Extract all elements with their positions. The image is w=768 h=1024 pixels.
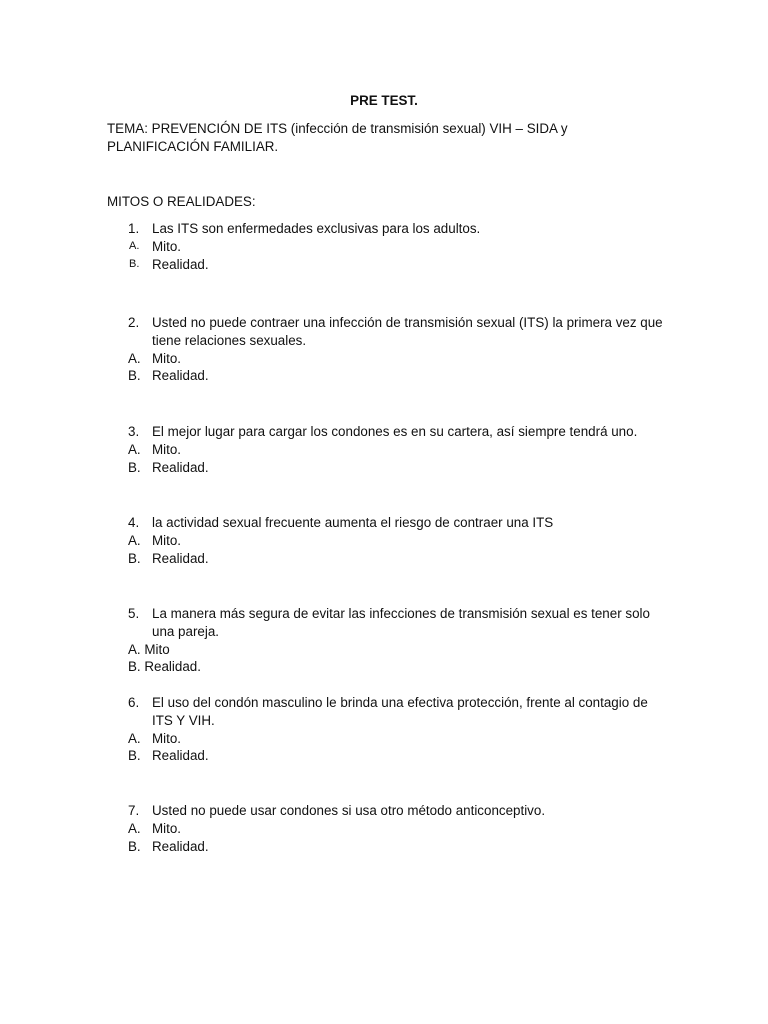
page-title: PRE TEST. [350, 93, 418, 108]
answer-option: B. Realidad. [129, 256, 209, 272]
option-marker: B. [128, 748, 141, 764]
section-heading: MITOS O REALIDADES: [107, 194, 256, 209]
option-marker: A. [128, 820, 141, 836]
answer-option: A. Mito [128, 641, 170, 657]
question-7 [128, 802, 668, 855]
option-marker: A. [128, 441, 141, 457]
answer-option: B. Realidad. [128, 748, 209, 764]
question-text: 4. la actividad sexual frecuente aumenta el riesgo de contraer una ITS [128, 515, 554, 530]
question-4 [128, 514, 668, 567]
question-number: 7. [128, 803, 140, 818]
answer-option: B. Realidad. [128, 550, 209, 566]
question-2 [128, 314, 668, 385]
option-marker: B. [129, 257, 140, 270]
answer-option: A. Mito. [128, 820, 182, 836]
answer-option: A. Mito. [128, 532, 182, 548]
option-marker: B. [128, 550, 141, 566]
question-number: 5. [128, 606, 140, 621]
option-marker: A. [129, 239, 140, 252]
option-marker: B. [128, 368, 141, 384]
question-text: 1. Las ITS son enfermedades exclusivas para los adultos. [128, 221, 481, 236]
option-marker: A. [128, 730, 141, 746]
answer-option: B. Realidad. [128, 659, 201, 675]
answer-option: A. Mito. [128, 350, 182, 366]
answer-option: B. Realidad. [128, 838, 209, 854]
answer-option: B. Realidad. [128, 368, 209, 384]
option-marker: B. [128, 459, 141, 475]
answer-option: A. Mito. [128, 441, 182, 457]
question-number: 2. [128, 315, 140, 330]
question-number: 1. [128, 221, 140, 236]
question-5 [128, 605, 668, 676]
question-text: 6. El uso del condón masculino le brinda una efectiva protección, frente al contagio de ITS Y VIH. [128, 695, 648, 728]
question-text: 2. Usted no puede contraer una infección de transmisión sexual (ITS) la primera vez que tiene relaciones sexuales. [128, 315, 663, 348]
question-number: 6. [128, 695, 140, 710]
question-6 [128, 694, 668, 765]
question-1 [128, 220, 668, 273]
option-marker: A. [128, 350, 141, 366]
option-marker: A. [128, 532, 141, 548]
question-3 [128, 423, 668, 476]
option-marker: B. [128, 838, 141, 854]
topic-line: TEMA: PREVENCIÓN DE ITS (infección de transmisión sexual) VIH – SIDA y PLANIFICACIÓN FAMILIAR. [107, 121, 568, 154]
question-text: 5. La manera más segura de evitar las infecciones de transmisión sexual es tener solo una pareja. [128, 606, 650, 639]
answer-option: B. Realidad. [128, 459, 209, 475]
question-text: 7. Usted no puede usar condones si usa otro método anticonceptivo. [128, 803, 546, 818]
question-text: 3. El mejor lugar para cargar los condones es en su cartera, así siempre tendrá uno. [128, 424, 638, 439]
question-number: 4. [128, 515, 140, 530]
question-number: 3. [128, 424, 140, 439]
answer-option: A. Mito. [128, 730, 182, 746]
answer-option: A. Mito. [129, 238, 182, 254]
